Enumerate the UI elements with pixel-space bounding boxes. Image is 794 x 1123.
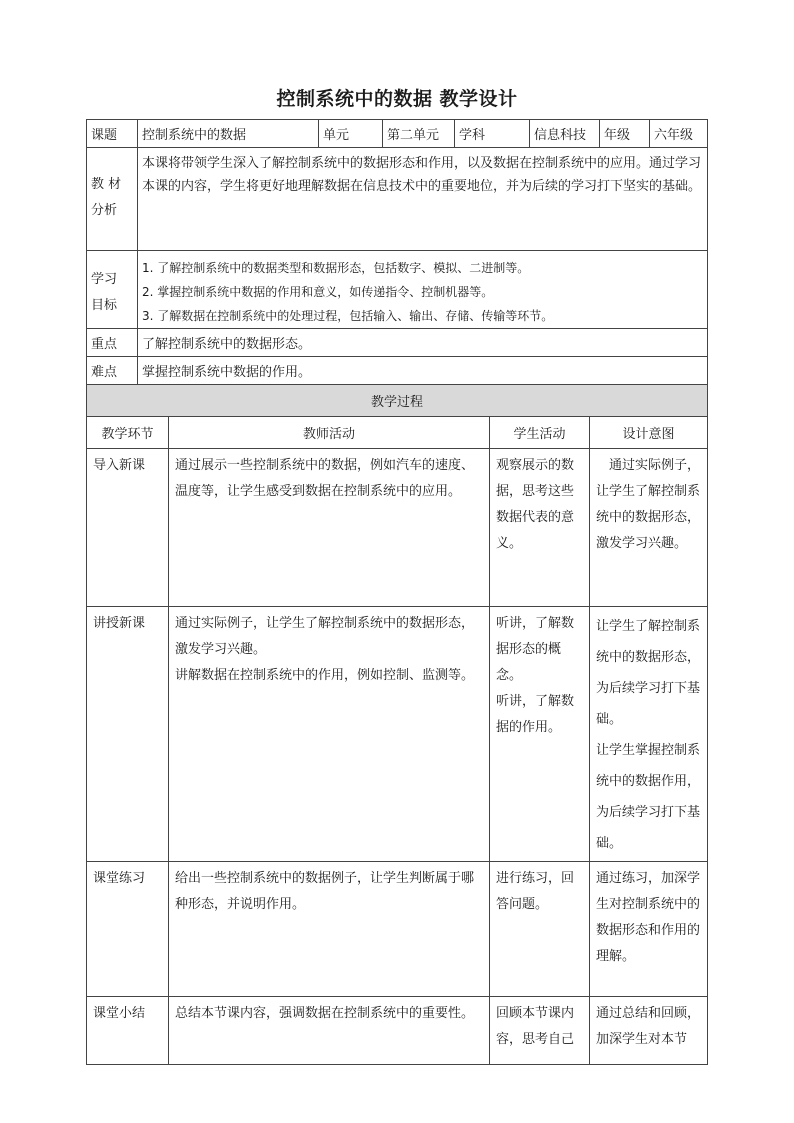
grade-value: 六年级 [650, 120, 708, 148]
column-header-stage: 教学环节 [87, 417, 169, 449]
design-intent-text: 让学生了解控制系统中的数据形态，为后续学习打下基础。 [596, 619, 701, 727]
student-activity-cell [490, 449, 590, 607]
key-point-label: 重点 [87, 329, 138, 357]
table-row [87, 862, 708, 997]
topic-value: 控制系统中的数据 [138, 120, 319, 148]
process-header: 教学过程 [87, 385, 708, 417]
design-intent-cell [590, 449, 708, 607]
teacher-activity-cell [169, 997, 490, 1065]
table-row [87, 449, 708, 607]
stage-cell: 课堂练习 [87, 862, 169, 997]
difficulty-label: 难点 [87, 357, 138, 385]
student-activity-text: 进行练习，回答问题。 [496, 871, 575, 912]
student-activity-text: 回顾本节课内容，思考自己 [496, 1006, 575, 1047]
table-row [87, 607, 708, 862]
teacher-activity-cell [169, 607, 490, 862]
topic-label: 课题 [87, 120, 138, 148]
teacher-activity-cell [169, 862, 490, 997]
teacher-activity-text: 讲解数据在控制系统中的作用，例如控制、监测等。 [175, 668, 475, 683]
goal-item: 3. 了解数据在控制系统中的处理过程，包括输入、输出、存储、传输等环节。 [142, 309, 554, 323]
lesson-info-table [86, 119, 708, 385]
stage-cell: 讲授新课 [87, 607, 169, 862]
column-header-student: 学生活动 [490, 417, 590, 449]
difficulty-value: 掌握控制系统中数据的作用。 [138, 357, 708, 385]
analysis-label-line-1: 教 材 [91, 177, 122, 192]
unit-label: 单元 [319, 120, 383, 148]
goals-label-line-2: 目标 [91, 298, 118, 313]
design-intent-cell [590, 862, 708, 997]
subject-value: 信息科技 [530, 120, 600, 148]
table-row [87, 997, 708, 1065]
analysis-text: 本课将带领学生深入了解控制系统中的数据形态和作用，以及数据在控制系统中的应用。通过学习本课的内容，学生将更好地理解数据在信息技术中的重要地位，并为后续的学习打下坚实的基础。 [138, 148, 708, 251]
student-activity-cell [490, 607, 590, 862]
design-intent-text: 让学生掌握控制系统中的数据作用，为后续学习打下基础。 [596, 743, 701, 851]
goals-label-line-1: 学习 [91, 272, 118, 287]
goal-item: 1. 了解控制系统中的数据类型和数据形态，包括数字、模拟、二进制等。 [142, 261, 530, 275]
column-header-teacher: 教师活动 [169, 417, 490, 449]
teacher-activity-text: 总结本节课内容，强调数据在控制系统中的重要性。 [175, 1006, 475, 1021]
stage-cell: 课堂小结 [87, 997, 169, 1065]
goals-label [87, 251, 138, 329]
page-title: 控制系统中的数据 教学设计 [276, 88, 518, 110]
key-point-value: 了解控制系统中的数据形态。 [138, 329, 708, 357]
analysis-label [87, 148, 138, 251]
goal-item: 2. 掌握控制系统中数据的作用和意义，如传递指令、控制机器等。 [142, 285, 494, 299]
analysis-label-line-2: 分析 [91, 203, 118, 218]
teacher-activity-text: 通过实际例子，让学生了解控制系统中的数据形态，激发学习兴趣。 [175, 616, 475, 657]
student-activity-cell [490, 862, 590, 997]
teacher-activity-text: 通过展示一些控制系统中的数据，例如汽车的速度、温度等，让学生感受到数据在控制系统中的应用。 [175, 458, 475, 499]
unit-value: 第二单元 [383, 120, 455, 148]
student-activity-text: 观察展示的数据，思考这些数据代表的意义。 [496, 458, 575, 551]
stage-cell: 导入新课 [87, 449, 169, 607]
design-intent-cell [590, 997, 708, 1065]
student-activity-text: 听讲，了解数据形态的概念。 [496, 616, 575, 683]
design-intent-text: 通过实际例子，让学生了解控制系统中的数据形态，激发学习兴趣。 [596, 458, 701, 551]
design-intent-cell [590, 607, 708, 862]
column-header-intent: 设计意图 [590, 417, 708, 449]
student-activity-text: 听讲，了解数据的作用。 [496, 694, 575, 735]
teacher-activity-text: 给出一些控制系统中的数据例子，让学生判断属于哪种形态，并说明作用。 [175, 871, 475, 912]
design-intent-text: 通过练习，加深学生对控制系统中的数据形态和作用的理解。 [596, 871, 701, 964]
subject-label: 学科 [455, 120, 530, 148]
goals-list [138, 251, 708, 329]
teacher-activity-cell [169, 449, 490, 607]
student-activity-cell [490, 997, 590, 1065]
teaching-process-table [86, 384, 708, 1065]
design-intent-text: 通过总结和回顾，加深学生对本节 [596, 1006, 701, 1047]
grade-label: 年级 [600, 120, 650, 148]
